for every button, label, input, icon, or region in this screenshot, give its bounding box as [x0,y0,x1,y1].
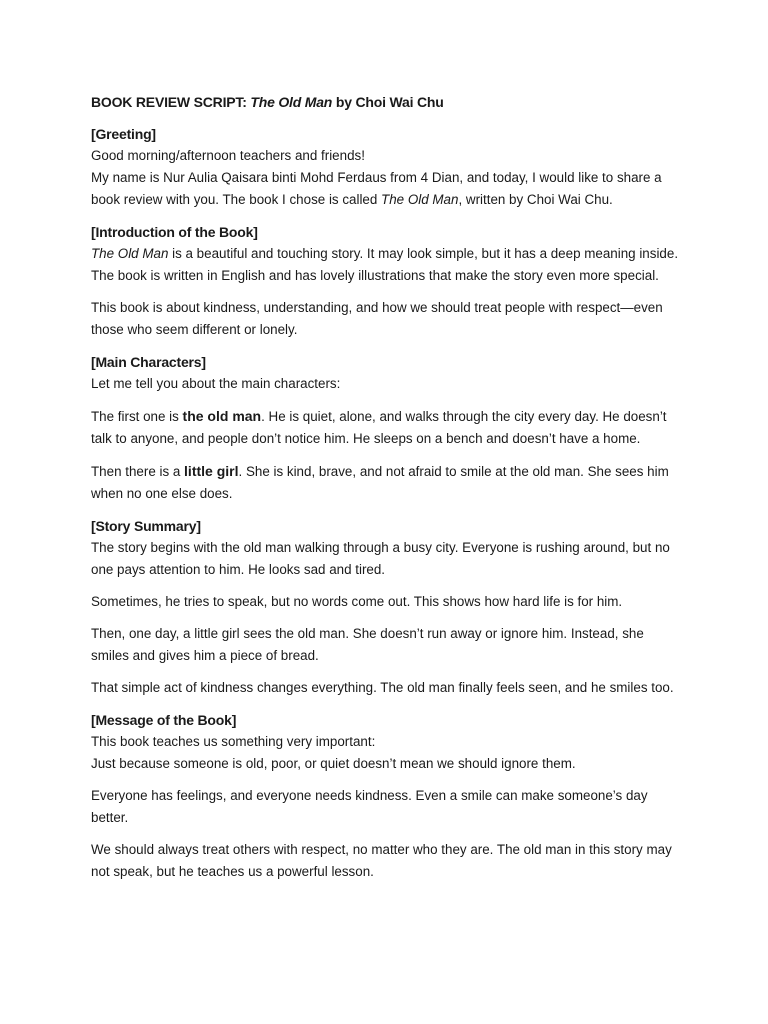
greeting-line-1: Good morning/afternoon teachers and friends! [91,148,365,163]
title-suffix: by Choi Wai Chu [332,94,444,110]
character-old-man-a: The first one is [91,409,183,424]
character-little-girl-a: Then there is a [91,464,185,479]
introduction-book-title: The Old Man [91,246,169,261]
summary-paragraph-3: Then, one day, a little girl sees the old man. She doesn’t run away or ignore him. Instead, she smiles and gives him a piece of bread. [91,626,644,663]
summary-paragraph-1: The story begins with the old man walking through a busy city. Everyone is rushing around, but no one pays attention to him. He looks sad and tired. [91,540,670,577]
message-line-1: This book teaches us something very important: [91,734,376,749]
greeting-book-title: The Old Man [381,192,459,207]
title-book: The Old Man [250,94,333,110]
greeting-heading: [Greeting] [91,126,156,142]
character-little-girl [91,460,683,505]
greeting-line-2-b: , written by Choi Wai Chu. [458,192,613,207]
characters-heading: [Main Characters] [91,354,206,370]
message-heading: [Message of the Book] [91,712,237,728]
summary-paragraph-2: Sometimes, he tries to speak, but no words come out. This shows how hard life is for him. [91,594,623,609]
summary-heading: [Story Summary] [91,518,201,534]
message-paragraph-2: Everyone has feelings, and everyone needs kindness. Even a smile can make someone’s day better. [91,788,648,825]
introduction-paragraph-2: This book is about kindness, understanding, and how we should treat people with respect—even those who seem different or lonely. [91,300,663,337]
introduction-paragraph-1-text: is a beautiful and touching story. It may look simple, but it has a deep meaning inside. The book is written in English and has lovely illustrations that make the story even more special. [91,246,679,283]
character-little-girl-b: . She is kind, brave, and not afraid to smile at the old man. She sees him when no one else does. [91,464,669,501]
summary-paragraph-4: That simple act of kindness changes everything. The old man finally feels seen, and he smiles too. [91,680,674,695]
character-old-man-b: . He is quiet, alone, and walks through the city every day. He doesn’t talk to anyone, and people don’t notice him. He sleeps on a bench and doesn’t have a home. [91,409,667,446]
character-old-man-name: the old man [182,408,262,424]
greeting-line-2-a: My name is Nur Aulia Qaisara binti Mohd Ferdaus from 4 Dian, and today, I would like to share a book review with you. The book I chose is called [91,170,662,207]
introduction-paragraph-1 [91,243,683,287]
message-paragraph-3: We should always treat others with respect, no matter who they are. The old man in this story may not speak, but he teaches us a powerful lesson. [91,842,672,879]
document-title [91,91,683,113]
greeting-line-2 [91,167,683,211]
character-little-girl-name: little girl [184,463,239,479]
message-line-2: Just because someone is old, poor, or quiet doesn’t mean we should ignore them. [91,756,576,771]
title-prefix: BOOK REVIEW SCRIPT: [91,94,251,110]
character-old-man [91,405,683,450]
introduction-heading: [Introduction of the Book] [91,224,258,240]
document-body [91,91,683,893]
characters-intro: Let me tell you about the main characters: [91,376,341,391]
